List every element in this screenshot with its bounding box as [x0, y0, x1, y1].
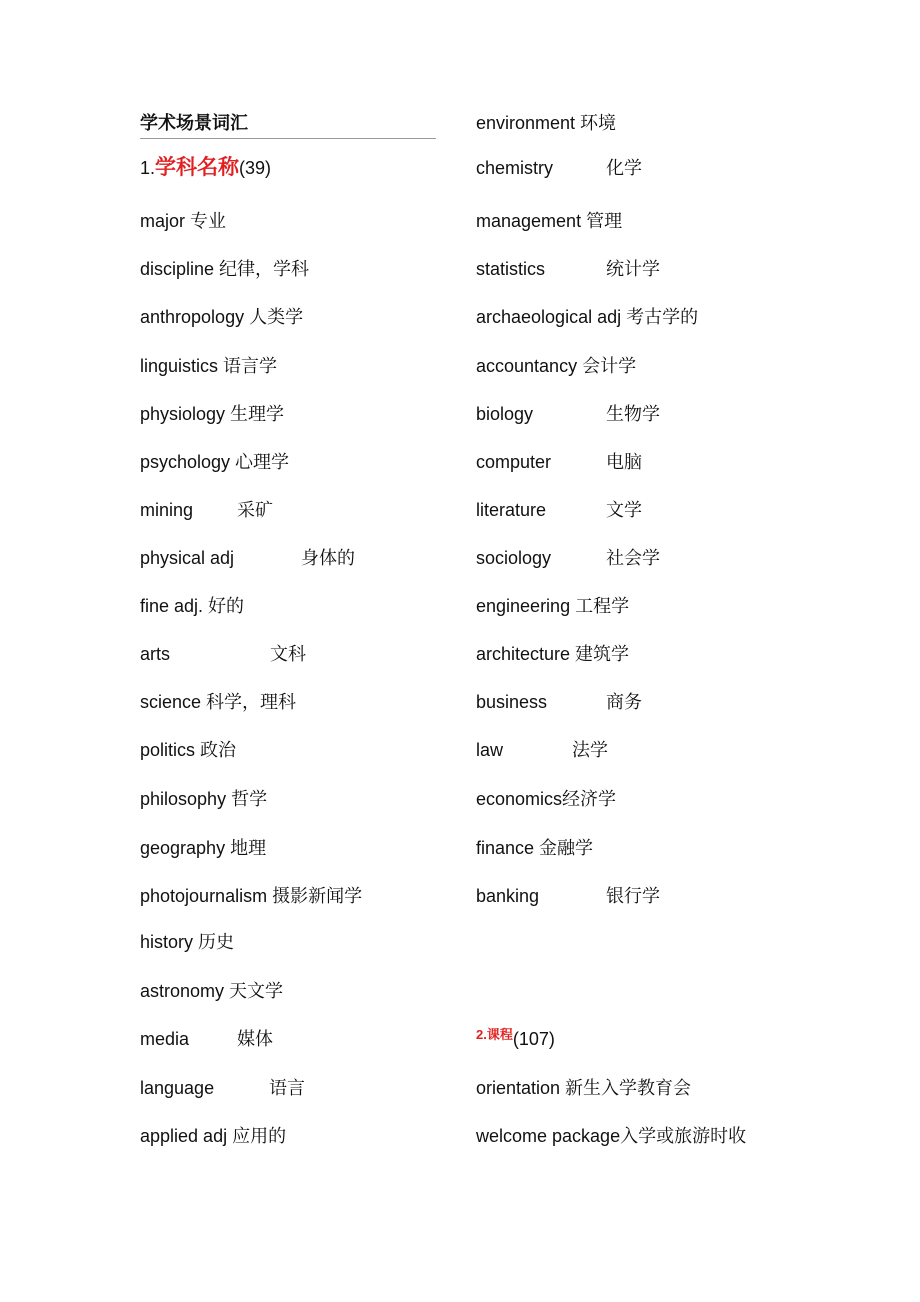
- vocab-item: [476, 787, 616, 811]
- section-1-heading: [140, 156, 271, 180]
- vocab-item: [140, 209, 226, 233]
- translation: 银行学: [606, 886, 660, 906]
- term: archaeological adj 考古学的: [476, 307, 699, 327]
- term: geography 地理: [140, 838, 267, 858]
- vocab-item: [140, 354, 277, 378]
- term: physical adj: [140, 548, 235, 568]
- vocab-item: [140, 305, 303, 329]
- term: architecture 建筑学: [476, 644, 630, 664]
- term: physiology 生理学: [140, 404, 285, 424]
- term: chemistry: [476, 158, 554, 178]
- term: environment 环境: [476, 113, 617, 133]
- term: media: [140, 1029, 190, 1049]
- vocab-item: [476, 738, 608, 762]
- term: business: [476, 692, 548, 712]
- term: accountancy 会计学: [476, 356, 637, 376]
- term: anthropology 人类学: [140, 307, 304, 327]
- term: fine adj. 好的: [140, 596, 245, 616]
- term: major 专业: [140, 211, 227, 231]
- term: engineering 工程学: [476, 596, 630, 616]
- vocab-item: [140, 498, 273, 522]
- term: orientation 新生入学教育会: [476, 1078, 692, 1098]
- vocab-item: [140, 450, 289, 474]
- term: law: [476, 740, 504, 760]
- vocab-item: [140, 1027, 273, 1051]
- term: language: [140, 1078, 215, 1098]
- vocab-item: [476, 209, 622, 233]
- term: banking: [476, 886, 540, 906]
- section-1-name: 学科名称: [155, 156, 240, 179]
- term: discipline 纪律，学科: [140, 259, 310, 279]
- title-underline: [140, 138, 436, 139]
- term: science 科学，理科: [140, 692, 297, 712]
- section-2-count: (107): [512, 1029, 555, 1049]
- vocab-item: [140, 642, 306, 666]
- vocab-item: [476, 305, 698, 329]
- term: mining: [140, 500, 194, 520]
- vocab-item: [476, 884, 660, 908]
- vocab-item: [476, 642, 629, 666]
- translation: 化学: [606, 158, 642, 178]
- vocab-item: [476, 354, 636, 378]
- translation: 商务: [606, 692, 642, 712]
- vocab-item: [140, 836, 266, 860]
- vocab-item: [140, 979, 283, 1003]
- vocab-item: [476, 836, 593, 860]
- term: photojournalism 摄影新闻学: [140, 886, 363, 906]
- term: linguistics 语言学: [140, 356, 278, 376]
- term: arts: [140, 644, 171, 664]
- page-title: 学术场景词汇: [140, 113, 248, 133]
- term: statistics: [476, 259, 546, 279]
- vocab-item: [476, 257, 660, 281]
- translation: 生物学: [606, 404, 660, 424]
- translation: 文学: [606, 500, 642, 520]
- term: management 管理: [476, 211, 623, 231]
- term: literature: [476, 500, 547, 520]
- vocab-item: [476, 450, 642, 474]
- term: computer: [476, 452, 552, 472]
- vocab-item: [476, 156, 642, 180]
- vocab-item: [476, 402, 660, 426]
- vocab-item: [140, 1124, 286, 1148]
- term: psychology 心理学: [140, 452, 290, 472]
- section-2-heading: [476, 1027, 555, 1053]
- translation: 法学: [572, 740, 608, 760]
- term: welcome package入学或旅游时收: [476, 1126, 747, 1146]
- vocab-item: [476, 1076, 691, 1100]
- term: astronomy 天文学: [140, 981, 284, 1001]
- translation: 社会学: [606, 548, 660, 568]
- section-2-name: 2.课程: [476, 1027, 513, 1042]
- term: sociology: [476, 548, 552, 568]
- vocab-item: [476, 690, 642, 714]
- vocab-item: [140, 690, 296, 714]
- vocab-item: [140, 1076, 305, 1100]
- vocab-item: [140, 546, 355, 570]
- vocab-item: [140, 738, 236, 762]
- term: philosophy 哲学: [140, 789, 268, 809]
- vocab-item: [140, 884, 362, 908]
- translation: 采矿: [237, 500, 273, 520]
- term: biology: [476, 404, 534, 424]
- vocab-item: [476, 594, 629, 618]
- term: finance 金融学: [476, 838, 594, 858]
- translation: 身体的: [301, 548, 355, 568]
- vocab-item: [476, 546, 660, 570]
- vocab-item: [476, 111, 616, 135]
- vocab-item: [476, 498, 642, 522]
- vocab-item: [476, 1124, 746, 1148]
- vocab-item: [140, 787, 267, 811]
- translation: 电脑: [606, 452, 642, 472]
- vocab-item: [140, 257, 309, 281]
- translation: 统计学: [606, 259, 660, 279]
- section-1-count: (39): [239, 158, 272, 178]
- vocab-item: [140, 594, 244, 618]
- section-1-number: 1.: [140, 158, 156, 178]
- term: applied adj 应用的: [140, 1126, 287, 1146]
- term: politics 政治: [140, 740, 237, 760]
- vocab-item: [140, 930, 234, 954]
- vocab-item: [140, 402, 284, 426]
- translation: 媒体: [237, 1029, 273, 1049]
- translation: 文科: [270, 644, 306, 664]
- term: economics经济学: [476, 789, 617, 809]
- term: history 历史: [140, 932, 235, 952]
- translation: 语言: [269, 1078, 305, 1098]
